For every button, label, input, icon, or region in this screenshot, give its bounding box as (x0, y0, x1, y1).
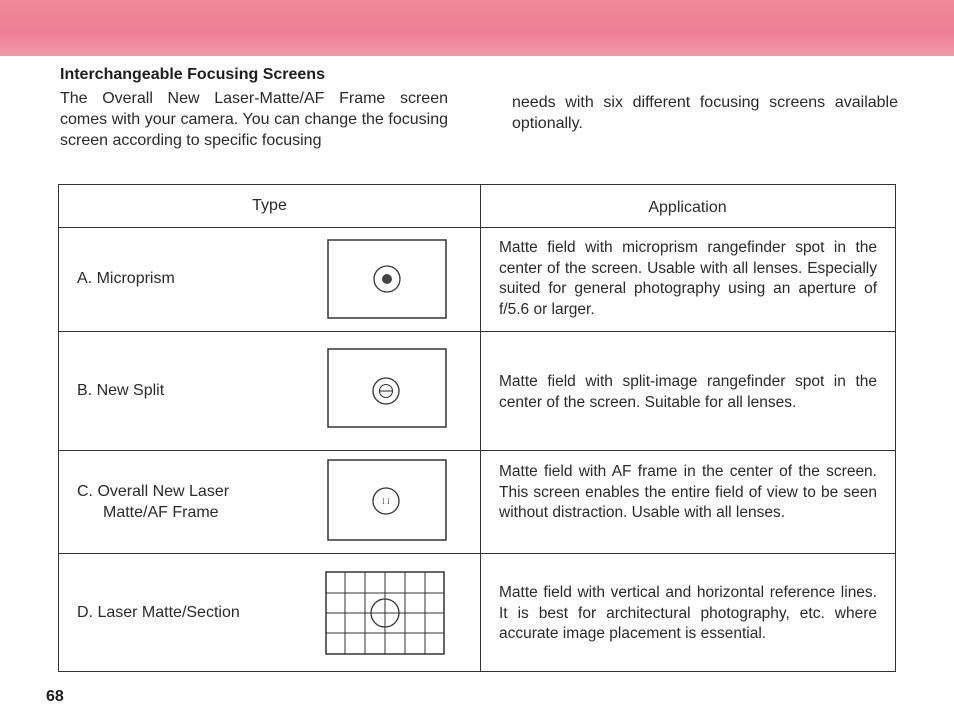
screen-type-d (77, 602, 240, 623)
split-image-screen-icon (327, 348, 449, 430)
top-color-band (0, 0, 954, 56)
row-divider (59, 331, 895, 332)
screen-type-c (77, 481, 229, 523)
type-name: New Split (96, 382, 165, 399)
intro-text-right: needs with six different focusing screens available optionally. (512, 94, 898, 132)
type-letter: A. (77, 270, 93, 287)
application-text-a: Matte field with microprism rangefinder spot in the center of the screen. Usable with all lenses. Especially suited for general photography using an aperture of f/5.6 or larger. (499, 239, 877, 318)
page-number: 68 (46, 688, 64, 705)
section-grid-screen-icon (325, 571, 447, 657)
type-name-continued: Matte/AF Frame (103, 504, 219, 521)
row-divider (59, 553, 895, 554)
svg-text:[ ]: [ ] (382, 497, 390, 506)
focusing-screens-table (58, 184, 896, 672)
row-divider (59, 450, 895, 451)
application-column-header: Application (648, 199, 727, 216)
type-letter: C. (77, 483, 93, 500)
type-name: Microprism (96, 270, 175, 287)
type-column-header: Type (252, 197, 287, 214)
microprism-screen-icon (327, 239, 449, 321)
section-heading: Interchangeable Focusing Screens (60, 66, 325, 83)
intro-text-left: The Overall New Laser-Matte/AF Frame screen comes with your camera. You can change the focusing screen according to specific focusing (60, 90, 448, 149)
screen-type-a (77, 268, 175, 289)
application-text-c: Matte field with AF frame in the center of the screen. This screen enables the entire field of view to be seen without distraction. Usable with all lenses. (499, 463, 877, 521)
af-frame-screen-icon (327, 459, 449, 543)
application-text-b: Matte field with split-image rangefinder spot in the center of the screen. Suitable for all lenses. (499, 373, 877, 411)
type-name: Overall New Laser (97, 483, 230, 500)
application-text-d: Matte field with vertical and horizontal reference lines. It is best for architectural photography, etc. where accurate image placement is essential. (499, 584, 877, 642)
column-divider (480, 185, 481, 671)
type-name: Laser Matte/Section (97, 604, 240, 621)
row-divider (59, 227, 895, 228)
screen-type-b (77, 380, 164, 401)
type-letter: D. (77, 604, 93, 621)
type-letter: B. (77, 382, 93, 399)
